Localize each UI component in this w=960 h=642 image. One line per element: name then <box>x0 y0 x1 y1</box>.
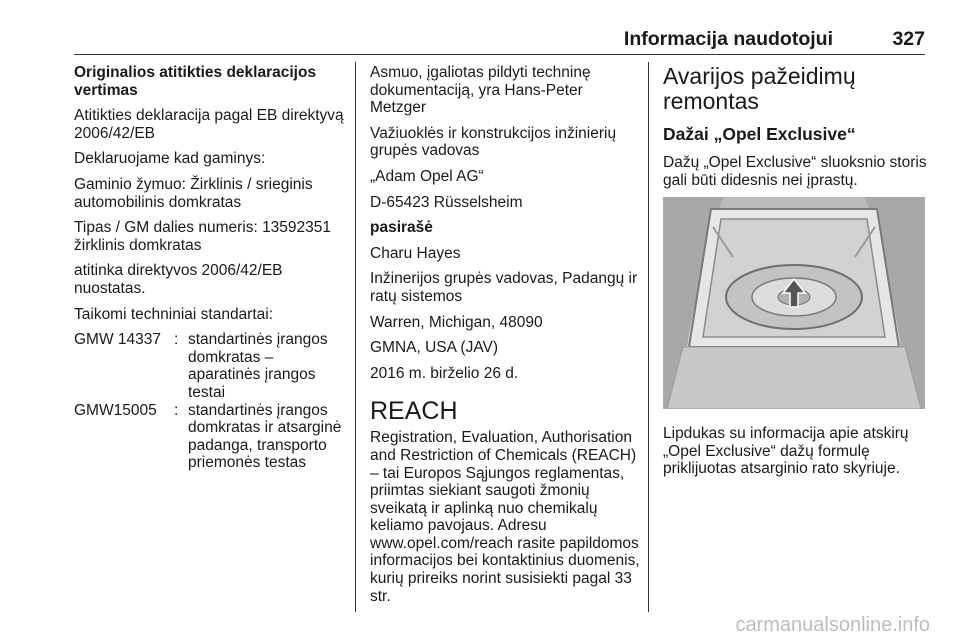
paragraph: Charu Hayes <box>370 244 461 262</box>
trunk-illustration-drawing <box>663 197 925 409</box>
paragraph: Inžinerijos grupės vadovas, Padangų ir ratų sistemos <box>370 270 638 305</box>
trunk-illustration <box>663 197 925 409</box>
column-divider <box>648 62 649 612</box>
standard-code: GMW 14337 <box>74 331 162 349</box>
signed-label: pasirašė <box>370 219 433 237</box>
paragraph: Važiuoklės ir konstrukcijos inžinierių grupės vadovas <box>370 124 617 160</box>
declaration-heading: Originalios atitikties deklaracijos vertimas <box>74 64 317 99</box>
subsection-heading: Dažai „Opel Exclusive“ <box>663 124 856 144</box>
watermark: carmanualsonline.info <box>735 614 930 636</box>
paragraph: Tipas / GM dalies numeris: 13592351 žirklinis domkratas <box>74 219 332 254</box>
standard-code: GMW15005 <box>74 401 157 419</box>
standard-separator: : <box>174 331 179 349</box>
paragraph: GMNA, USA (JAV) <box>370 339 499 357</box>
column-divider <box>355 62 356 612</box>
paragraph: Atitikties deklaracija pagal EB direktyvą 2006/42/EB <box>74 107 344 142</box>
standard-separator: : <box>174 401 179 419</box>
standard-description: standartinės įrangos domkratas – aparatinės įrangos testai <box>188 331 328 401</box>
paragraph: atitinka direktyvos 2006/42/EB nuostatas. <box>74 262 283 297</box>
paragraph: „Adam Opel AG“ <box>370 167 484 185</box>
figure-caption: Lipdukas su informacija apie atskirų „Opel Exclusive“ dažų formulę priklijuotas atsarginio rato skyriuje. <box>663 425 909 478</box>
standards-table <box>74 331 344 472</box>
paragraph: Gaminio žymuo: Žirklinis / srieginis automobilinis domkratas <box>74 175 313 211</box>
column-3 <box>663 64 927 486</box>
paragraph: D-65423 Rüsselsheim <box>370 193 523 211</box>
paragraph: 2016 m. birželio 26 d. <box>370 364 519 382</box>
page-number: 327 <box>892 28 925 50</box>
paragraph: Deklaruojame kad gaminys: <box>74 150 266 168</box>
header-title: Informacija naudotojui <box>623 28 833 50</box>
paragraph: Taikomi techniniai standartai: <box>74 305 274 323</box>
page-header <box>74 28 925 55</box>
section-heading: Avarijos pažeidimų remontas <box>663 63 856 114</box>
column-2 <box>370 64 640 613</box>
standard-description: standartinės įrangos domkratas ir atsarginė padanga, transporto priemonės testas <box>188 401 342 472</box>
column-1 <box>74 64 344 472</box>
paragraph: Dažų „Opel Exclusive“ sluoksnio storis gali būti didesnis nei įprastų. <box>663 154 927 189</box>
reach-heading: REACH <box>370 397 458 426</box>
reach-text: Registration, Evaluation, Authorisation and Restriction of Chemicals (REACH) – tai Europos Sąjungos reglamentas, priimtas siekiant saugoti žmonių sveikatą ir aplinką nuo chemikalų keliamo pavojaus. Adresu www.opel.com/reach rasite papildomos informacijos bei kontaktinius duomenis, kurių prireiks norint susisiekti pagal 33 str. <box>370 429 640 605</box>
paragraph: Asmuo, įgaliotas pildyti techninę dokumentaciją, yra Hans-Peter Metzger <box>370 64 591 117</box>
paragraph: Warren, Michigan, 48090 <box>370 313 543 331</box>
